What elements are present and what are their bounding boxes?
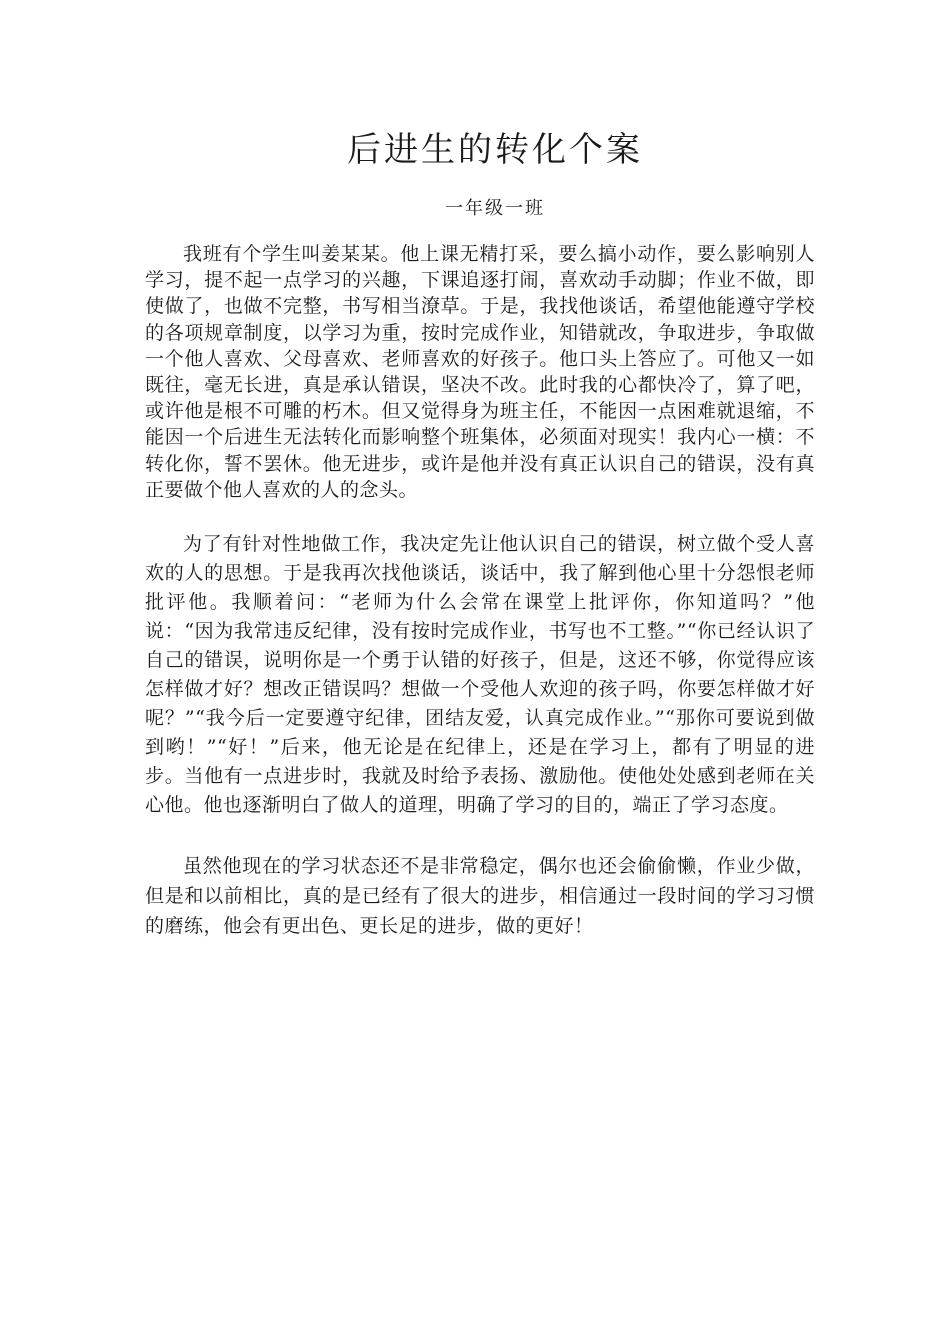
document-subtitle: 一年级一班 (445, 198, 545, 219)
paragraph-3: 虽然他现在的学习状态还不是非常稳定，偶尔也还会偷偷懒，作业少做，但是和以前相比，真的是已经有了很大的进步，相信通过一段时间的学习习惯的磨练，他会有更出色、更长足的进步，做的更好！ (145, 855, 815, 937)
document-title: 后进生的转化个案 (347, 130, 643, 170)
paragraph-2: 为了有针对性地做工作，我决定先让他认识自己的错误，树立做个受人喜欢的人的思想。于是我再次找他谈话，谈话中，我了解到他心里十分怨恨老师批评他。我顺着问：“老师为什么会常在课堂上批评你，你知道吗？”他说：“因为我常违反纪律，没有按时完成作业，书写也不工整。”“你已经认识了自己的错误，说明你是一个勇于认错的好孩子，但是，这还不够，你觉得应该怎样做才好？想改正错误吗？想做一个受他人欢迎的孩子吗，你要怎样做才好呢？”“我今后一定要遵守纪律，团结友爱，认真完成作业。”“那你可要说到做到哟！”“好！”后来，他无论是在纪律上，还是在学习上，都有了明显的进步。当他有一点进步时，我就及时给予表扬、激励他。使他处处感到老师在关心他。他也逐渐明白了做人的道理，明确了学习的目的，端正了学习态度。 (145, 533, 815, 816)
paragraph-1: 我班有个学生叫姜某某。他上课无精打采，要么搞小动作，要么影响别人学习，提不起一点学习的兴趣，下课追逐打闹，喜欢动手动脚；作业不做，即使做了，也做不完整，书写相当潦草。于是，我找他谈话，希望他能遵守学校的各项规章制度，以学习为重，按时完成作业，知错就改，争取进步，争取做一个他人喜欢、父母喜欢、老师喜欢的好孩子。他口头上答应了。可他又一如既往，毫无长进，真是承认错误，坚决不改。此时我的心都快冷了，算了吧，或许他是根不可雕的朽木。但又觉得身为班主任，不能因一点困难就退缩，不能因一个后进生无法转化而影响整个班集体，必须面对现实！我内心一横：不转化你，誓不罢休。他无进步，或许是他并没有真正认识自己的错误，没有真正要做个他人喜欢的人的念头。 (145, 243, 815, 501)
